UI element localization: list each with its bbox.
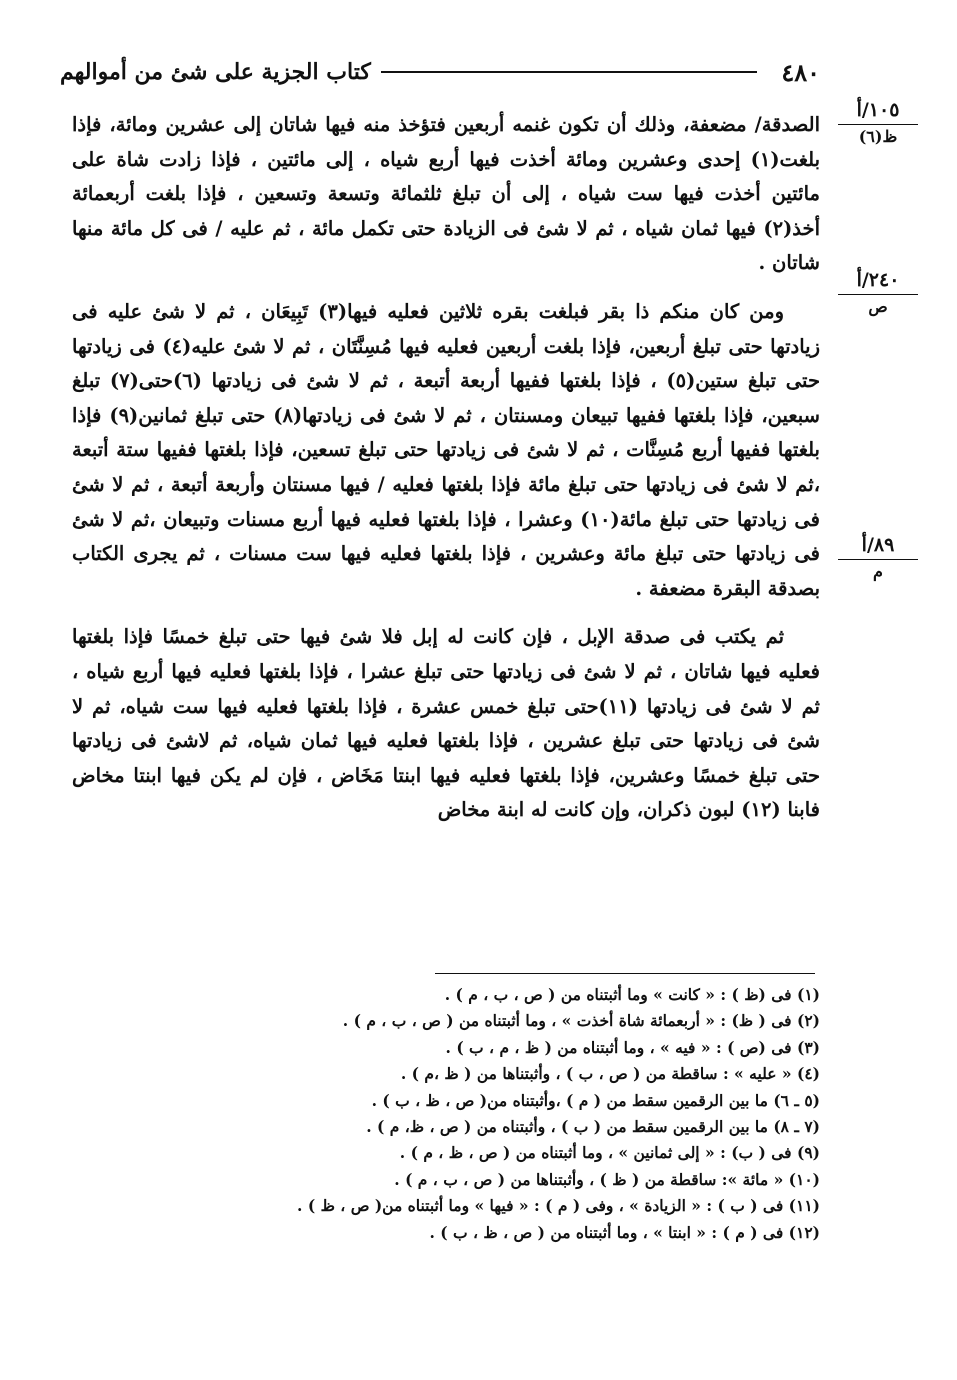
running-title: كتاب الجزية على شئ من أموالهم (60, 59, 371, 85)
footnote: (٥ ـ ٦) ما بين الرقمين سقط من ( م ) ،وأثبتناه من( ص ، ظ ، ب ) . (371, 1090, 820, 1110)
margin-reference (838, 100, 918, 146)
paragraph-camels: ثم يكتب فى صدقة الإبل ، فإن كانت له إبل فلا شئ فيها حتى تبلغ خمسًا فإذا بلغتها فعليه فيها شاتان ، ثم لا شئ فى زيادتها حتى تبلغ عشرا ، فإذا بلغتها فعليه فيها أربع شياه ، ثم لا شئ فى زيادتها (١١)حتى تبلغ خمس عشرة ، فإذا بلغتها فعليه فيها ست شياه، ثم لا شئ فى زيادتها حتى تبلغ عشرين ، فإذا بلغتها فعليه فيها ثمان شياه، ثم لاشئ فى زيادتها حتى تبلغ خمسًا وعشرين، فإذا بلغتها فعليه فيها ابنتا مَخَاض ، فإن لم يكن فيها ابنتا مخاض فابنا (١٢) لبون ذكران، وإن كانت له ابنة مخاض (72, 625, 820, 822)
margin-folio: ٨٩/أ (838, 535, 918, 560)
margin-folio: ٢٤٠/أ (838, 270, 918, 295)
margin-reference (838, 535, 918, 581)
margin-reference (838, 270, 918, 316)
margin-manuscript: ص (868, 296, 888, 316)
main-text (72, 108, 820, 842)
margin-manuscript: م (873, 561, 883, 581)
paragraph-sheep: الصدقة/ مضعفة، وذلك أن تكون غنمه أربعين فتؤخذ منه فيها شاتان إلى عشرين ومائة، فإذا بلغت(١) إحدى وعشرين ومائة أخذت فيها أربع شياه ، إلى مائتين ، فإذا زادت شاة على مائتين أخذت فيها ست شياه ، إلى أن تبلغ ثلثمائة وتسعة وتسعين ، فإذا بلغت أربعمائة أخذ(٢) فيها ثمان شياه ، ثم لا شئ فى الزيادة حتى تكمل مائة ، ثم عليه / فى كل مائة منها شاتان . (72, 113, 820, 275)
margin-folio: ١٠٥/أ (838, 100, 918, 125)
header-rule (381, 71, 758, 73)
footnote: (١١) فى ( ب ) : « الزيادة » ، وفى ( م ) : « فيها » وما أثبتناه من( ص ، ظ ) . (297, 1196, 820, 1216)
page-number: ٤٨٠ (781, 57, 820, 87)
footnote: (١) فى (ظ ) : « كانت » وما أثبتناه من ( ص ، ب ، م ) . (444, 985, 820, 1004)
footnote: (١٠) « مائة »: ساقطة من ( ظ ) ، وأثبتناها من ( ص ، ب ، م ) . (394, 1169, 820, 1189)
footnote: (٩) فى ( ب) : « إلى ثمانين » ، وما أثبتناه من ( ص ، ظ ، م ) . (399, 1143, 820, 1163)
footnote: (٢) فى ( ظ) : « أربعمائة شاة أخذت » ، وما أثبتناه من ( ص ، ب ، م ) . (342, 1011, 820, 1031)
paragraph-cattle: ومن كان منكم ذا بقر فبلغت بقره ثلاثين فعليه فيها(٣) تَبِيعَان ، ثم لا شئ عليه فى زيادتها حتى تبلغ أربعين، فإذا بلغت أربعين فعليه فيها مُسِنَّتَان ، ثم لا شئ عليه(٤) فى زيادتها حتى تبلغ ستين(٥) ، فإذا بلغتها ففيها أربعة أتبعة ، ثم لا شئ فى زيادتها (٦)حتى(٧) تبلغ سبعين، فإذا بلغتها ففيها تبيعان ومسنتان ، ثم لا شئ فى زيادتها(٨) حتى تبلغ ثمانين(٩) فإذا بلغتها ففيها أربع مُسِنَّات ، ثم لا شئ فى زيادتها حتى تبلغ تسعين، فإذا بلغتها ففيها ستة أتبعة ،ثم لا شئ فى زيادتها حتى تبلغ مائة فإذا بلغتها فعليه / فيها مسنتان وأربعة أتبعة ، ثم لا شئ فى زيادتها حتى تبلغ مائة(١٠) وعشرا ، فإذا بلغتها فعليه فيها أربع مسنات وتبيعان ،ثم لا شئ فى زيادتها حتى تبلغ مائة وعشرين ، فإذا بلغتها فعليه فيها ست مسنات ، ثم يجرى الكتاب بصدقة البقرة مضعفة . (72, 299, 820, 600)
footnote-separator (435, 973, 815, 974)
margin-manuscript: ظ(٦) (858, 126, 898, 146)
footnote: (١٢) فى ( م ) : « ابنتا » ، وما أثبتناه من ( ص ، ظ ، ب ) . (429, 1222, 820, 1242)
footnote: (٤) « عليه » : ساقطة من ( ص ، ب ) ، وأثبتناها من ( ظ ،م ) . (400, 1064, 820, 1084)
running-header (60, 52, 820, 92)
footnotes (200, 982, 820, 1246)
footnote: (٧ ـ ٨) ما بين الرقمين سقط من ( ب ) ، وأثبتناه من ( ص ، ظ، م ) . (366, 1117, 820, 1137)
footnote: (٣) فى (ص ) : « فيه » ، وما أثبتناه من ( ظ ، م ، ب ) . (445, 1037, 820, 1057)
